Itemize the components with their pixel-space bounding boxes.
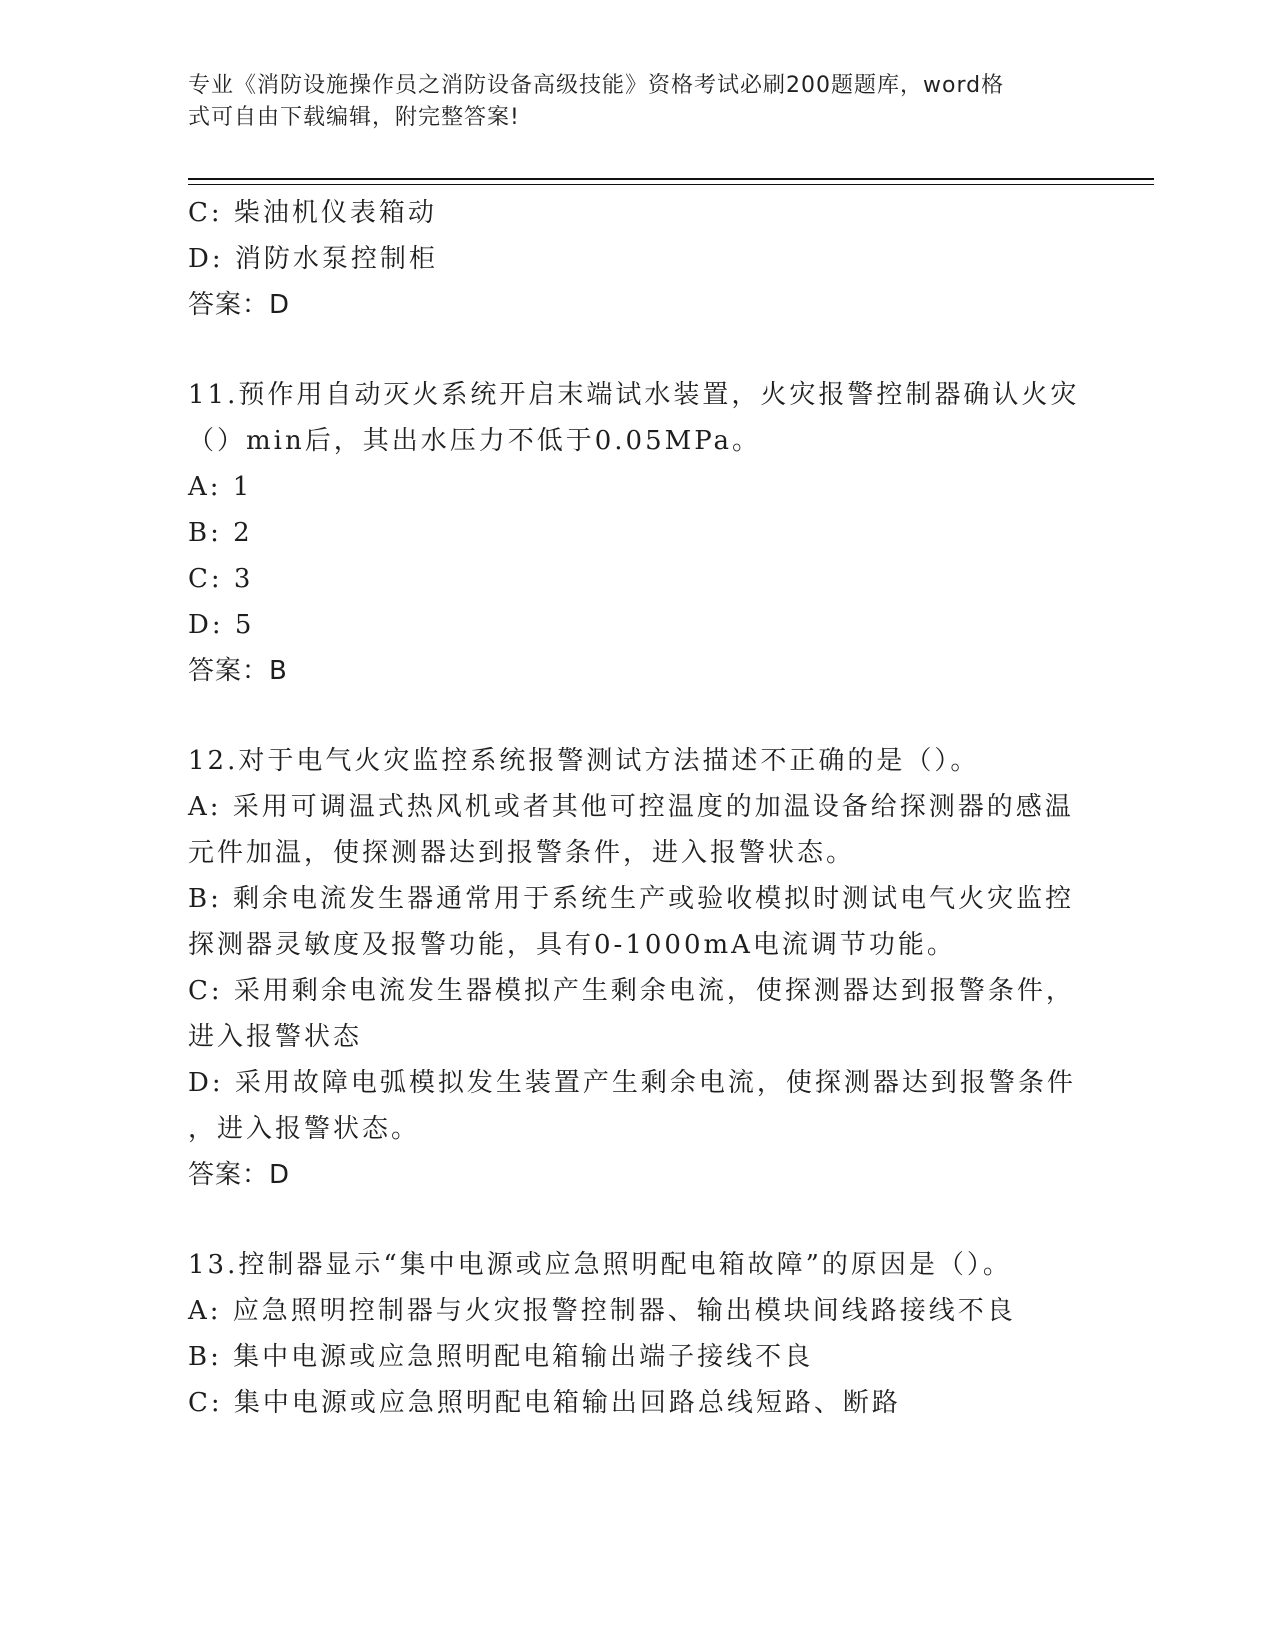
answer: 答案：D [188, 1160, 291, 1190]
header-rule-thin [188, 184, 1154, 185]
option-c: C: 采用剩余电流发生器模拟产生剩余电流，使探测器达到报警条件， [188, 976, 1075, 1006]
question-11 [188, 372, 1088, 694]
option-a: A: 1 [188, 472, 253, 502]
header-line-2: 式可自由下载编辑，附完整答案! [188, 105, 520, 130]
document-body [188, 190, 1088, 1426]
option-a-continued: 元件加温，使探测器达到报警条件，进入报警状态。 [188, 838, 856, 868]
question-text: 12.对于电气火灾监控系统报警测试方法描述不正确的是（）。 [188, 746, 980, 776]
option-c: C: 3 [188, 564, 254, 594]
option-c: C: 柴油机仪表箱动 [188, 198, 437, 228]
spacer [188, 694, 1088, 738]
option-b: B: 剩余电流发生器通常用于系统生产或验收模拟时测试电气火灾监控 [188, 884, 1075, 914]
option-c-continued: 进入报警状态 [188, 1022, 363, 1052]
answer: 答案：B [188, 656, 288, 686]
option-b: B: 集中电源或应急照明配电箱输出端子接线不良 [188, 1342, 814, 1372]
document-header [188, 70, 1068, 134]
option-d: D: 5 [188, 610, 255, 640]
header-rule-thick [188, 178, 1154, 180]
option-c: C: 集中电源或应急照明配电箱输出回路总线短路、断路 [188, 1388, 901, 1418]
question-text: （）min后，其出水压力不低于0.05MPa。 [188, 426, 762, 456]
spacer [188, 1198, 1088, 1242]
option-b: B: 2 [188, 518, 253, 548]
answer: 答案：D [188, 290, 291, 320]
option-a: A: 采用可调温式热风机或者其他可控温度的加温设备给探测器的感温 [188, 792, 1074, 822]
option-d: D: 采用故障电弧模拟发生装置产生剩余电流，使探测器达到报警条件 [188, 1068, 1076, 1098]
option-b-continued: 探测器灵敏度及报警功能，具有0-1000mA电流调节功能。 [188, 930, 956, 960]
option-a: A: 应急照明控制器与火灾报警控制器、输出模块间线路接线不良 [188, 1296, 1016, 1326]
option-d-continued: ，进入报警状态。 [188, 1114, 421, 1144]
option-d: D: 消防水泵控制柜 [188, 244, 438, 274]
question-text: 13.控制器显示“集中电源或应急照明配电箱故障”的原因是（）。 [188, 1250, 1012, 1280]
header-line-1: 专业《消防设施操作员之消防设备高级技能》资格考试必刷200题题库，word格 [188, 73, 1005, 98]
question-13 [188, 1242, 1088, 1426]
spacer [188, 328, 1088, 372]
question-12 [188, 738, 1088, 1198]
previous-question-tail [188, 190, 1088, 328]
question-text: 11.预作用自动灭火系统开启末端试水装置，火灾报警控制器确认火灾 [188, 380, 1080, 410]
